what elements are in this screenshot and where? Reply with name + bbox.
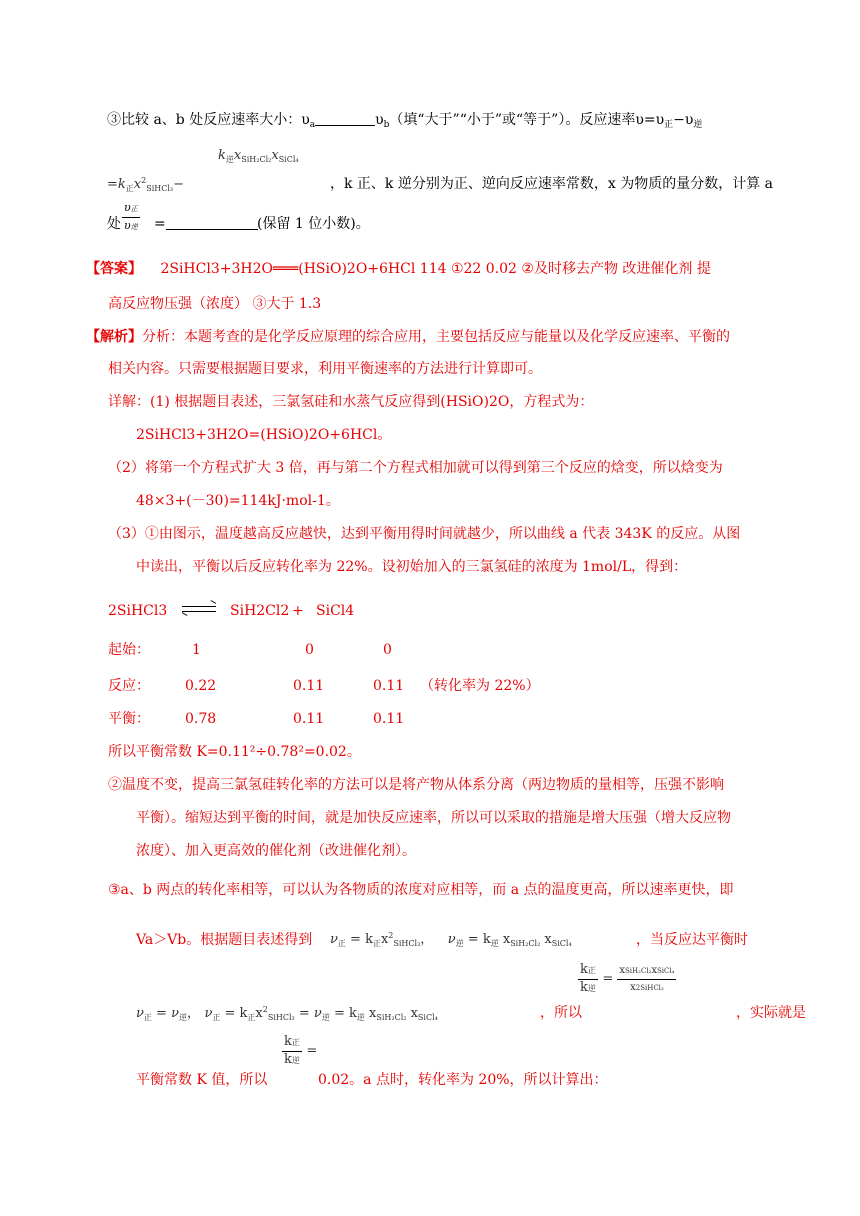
row-start-v1: 1 (192, 642, 201, 658)
subscript: b (383, 120, 390, 130)
part2-line2: 48×3+(－30)=114kJ·mol-1。 (136, 493, 340, 509)
v-forward-formula: $\nu_正 = k_正x^2_{SiHCl_3}$， $\nu_逆 = k_逆$ $x_{SiH_2Cl_2}$ $x_{SiCl_4}$ (330, 931, 572, 948)
reversible-arrow-icon (172, 601, 226, 621)
k-ratio-formula: $\frac{\text{k正}}{\text{k逆}}$ = $\frac{\text{xSiH₂Cl₂xSiCl₄}}{\text{x2SiHCl₃}}$ (580, 962, 675, 995)
answer-blank[interactable] (315, 111, 375, 126)
analysis-line2: 相关内容。只需要根据题目要求，利用平衡速率的方法进行计算即可。 (108, 361, 542, 377)
row-eq-v3: 0.11 (373, 711, 405, 727)
part4-line1: ②温度不变，提高三氯氢硅转化率的方法可以是将产物从体系分离（两边物质的量相等，压强不影响 (108, 777, 724, 793)
part4-line2: 平衡）。缩短达到平衡的时间，就是加快反应速率，所以可以采取的措施是增大压强（增大反应物 (136, 810, 731, 826)
row-eq-v2: 0.11 (293, 711, 325, 727)
detail-line1: 详解：(1) 根据题目表述，三氯氢硅和水蒸气反应得到(HSiO)2O，方程式为： (108, 394, 594, 410)
part5-line4b: 0.02。a 点时，转化率为 20%，所以计算出： (318, 1072, 608, 1088)
q3-line3-pre: 处 (107, 216, 121, 232)
q3-text: ③比较 a、b 处反应速率大小：υ (107, 112, 310, 128)
row-react-v2: 0.11 (293, 678, 325, 694)
answer-line2: 高反应物压强（浓度） ③大于 1.3 (108, 296, 322, 312)
part5-line4a: 平衡常数 K 值，所以 (136, 1072, 268, 1088)
analysis-line1: 分析：本题考查的是化学反应原理的综合应用，主要包括反应与能量以及化学反应速率、平衡的 (142, 329, 730, 345)
row-eq-v1: 0.78 (185, 711, 217, 727)
answer-block (86, 259, 711, 279)
row-react-v1: 0.22 (185, 678, 217, 694)
part5-line2b: ，当反应达平衡时 (636, 932, 748, 948)
equilibrium-formula: $\nu_正 = \nu_逆$， $\nu_正 = k_正x^2_{SiHCl_3} = \nu_逆 = k_逆$ $x_{SiH_2Cl_2}$ $x_{SiCl_4}$ (136, 1005, 438, 1022)
subscript: 正 (664, 120, 674, 130)
k-ratio-small: $\frac{\text{k正}}{\text{k逆}}$ = (284, 1034, 318, 1067)
part2-line1: （2）将第一个方程式扩大 3 倍，再与第二个方程式相加就可以得到第三个反应的焓变，所以焓变为 (108, 460, 723, 476)
part3-line2: 中读出，平衡以后反应转化率为 22%。设初始加入的三氯氢硅的浓度为 1mol/L，得到： (136, 559, 688, 575)
rate-formula-line: $=k_正x^2_{SiHCl_3}-$ (107, 176, 185, 193)
question-line (107, 110, 702, 135)
analysis-block (86, 327, 730, 347)
q3-text: υ (375, 112, 384, 128)
subscript: a (309, 120, 316, 130)
answer-tag: 【答案】 (86, 261, 142, 277)
q3-text: （填“大于”“小于”或“等于”）。反应速率υ=υ (389, 112, 665, 128)
detail-line2: 2SiHCl3+3H2O=(HSiO)2O+6HCl。 (136, 427, 392, 443)
part5-line3a: ，所以 (540, 1005, 582, 1021)
part5-line1: ③a、b 两点的转化率相等，可以认为各物质的浓度对应相等，而 a 点的温度更高，所以速率更快，即 (108, 882, 734, 898)
part3-line1: （3）①由图示，温度越高反应越快，达到平衡用得时间就越少，所以曲线 a 代表 343K 的反应。从图 (108, 526, 741, 542)
answer-line1: 2SiHCl3+3H2O═══(HSiO)2O+6HCl 114 ①22 0.02 ②及时移去产物 改进催化剂 提 (160, 261, 711, 277)
row-react-note: （转化率为 22%） (420, 678, 540, 694)
analysis-tag: 【解析】 (86, 329, 142, 345)
row-start-v3: 0 (383, 642, 392, 658)
k-line: 所以平衡常数 K=0.11²÷0.78²=0.02。 (108, 744, 361, 760)
part5-line3b: ，实际就是 (736, 1005, 806, 1021)
rate-formula-top: $k_逆x_{SiH_2Cl_2}x_{SiCl_4}$ (218, 148, 299, 164)
q3-line3-blank[interactable]: = (154, 214, 258, 234)
row-start-label: 起始： (108, 642, 150, 658)
eq-right2: SiCl4 (316, 603, 355, 619)
q3-line2: ，k 正、k 逆分别为正、逆向反应速率常数，x 为物质的量分数，计算 a (330, 176, 774, 192)
row-eq-label: 平衡： (108, 711, 150, 727)
ratio-v: $\frac{\text{υ正}}{\text{υ逆}}$ (124, 201, 138, 232)
q3-line3-post: (保留 1 位小数)。 (257, 216, 370, 232)
part5-line2a: Va＞Vb。根据题目表述得到 (136, 932, 313, 948)
row-start-v2: 0 (305, 642, 314, 658)
eq-left: 2SiHCl3 (108, 603, 168, 619)
row-react-v3: 0.11 (373, 678, 405, 694)
row-react-label: 反应： (108, 678, 150, 694)
subscript: 逆 (693, 120, 703, 130)
q3-text: −υ (673, 112, 694, 128)
eq-plus: + (292, 603, 304, 619)
part4-line3: 浓度）、加入更高效的催化剂（改进催化剂）。 (136, 843, 416, 859)
eq-right1: SiH2Cl2 (230, 603, 290, 619)
